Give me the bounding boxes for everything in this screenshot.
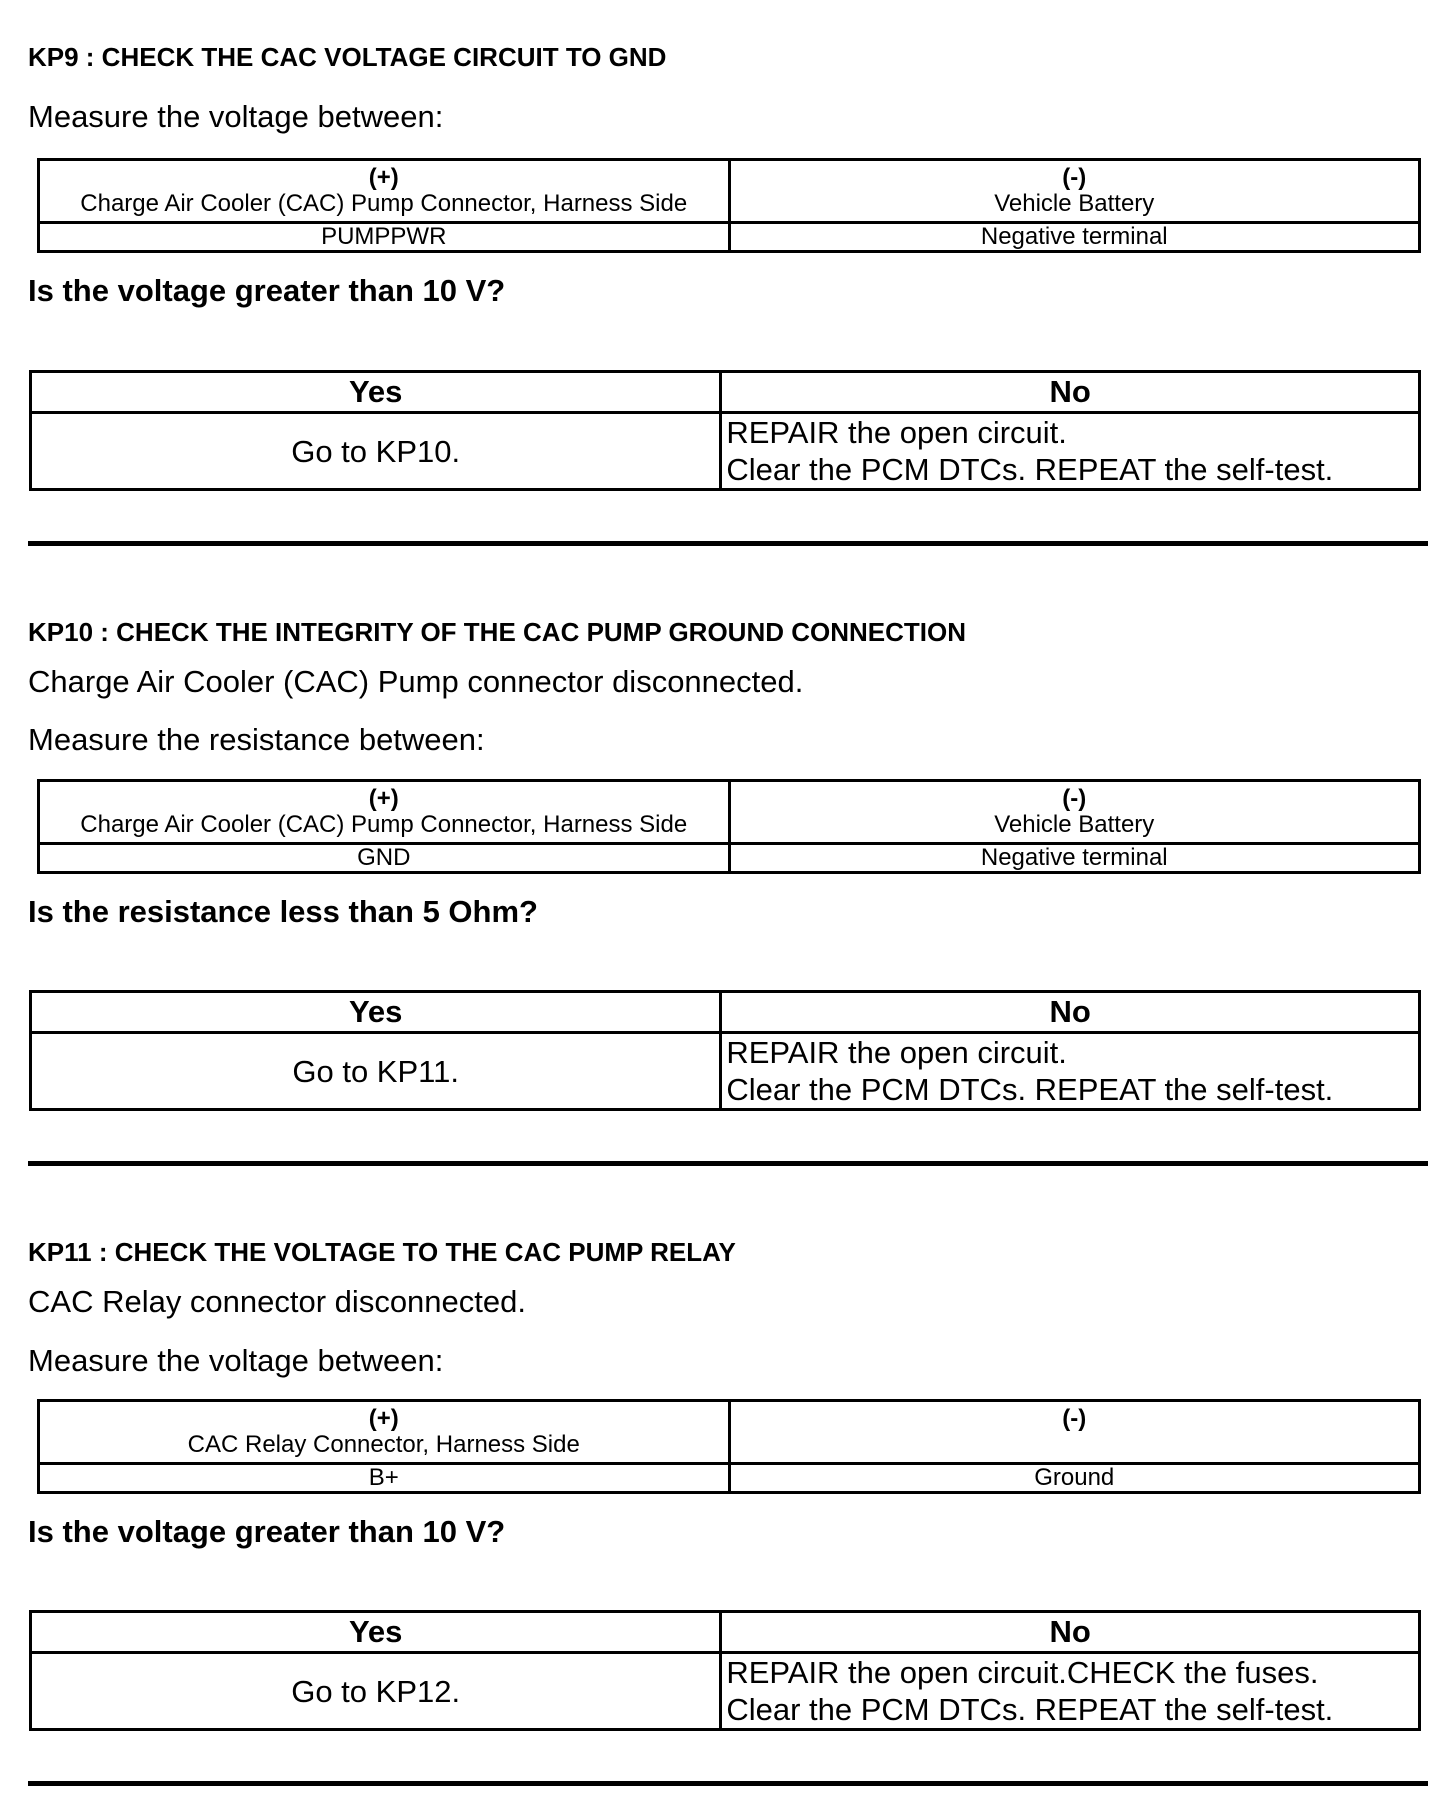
kp9-question-wrap — [28, 272, 1428, 309]
step-question: Is the voltage greater than 10 V? — [28, 1514, 506, 1549]
measure-intro: Measure the resistance between: — [28, 722, 485, 757]
no-action — [721, 413, 1420, 490]
no-action-line: Clear the PCM DTCs. REPEAT the self-test. — [726, 1692, 1334, 1728]
no-action-line: REPAIR the open circuit. — [726, 415, 1067, 450]
negative-sign: (-) — [1062, 1405, 1087, 1432]
negative-sign: (-) — [1062, 785, 1087, 812]
kp11-question-wrap — [28, 1513, 1428, 1550]
positive-probe-label: Charge Air Cooler (CAC) Pump Connector, Harness Side — [80, 190, 688, 218]
yes-header: Yes — [31, 992, 721, 1033]
yes-no-table — [29, 1610, 1421, 1731]
measure-intro: Measure the voltage between: — [28, 99, 444, 134]
kp9-heading-wrap — [28, 42, 1428, 73]
yes-action: Go to KP12. — [31, 1653, 721, 1730]
section-divider — [28, 1781, 1428, 1786]
kp11-condition-wrap — [28, 1283, 1428, 1320]
step-question: Is the voltage greater than 10 V? — [28, 273, 506, 308]
kp10-question-wrap — [28, 893, 1428, 930]
yes-header: Yes — [31, 372, 721, 413]
kp10-heading-wrap — [28, 617, 1428, 648]
kp10-intro-wrap — [28, 721, 1428, 758]
yes-no-table — [29, 990, 1421, 1111]
no-header: No — [721, 372, 1420, 413]
positive-probe-value: B+ — [39, 1464, 730, 1493]
measure-intro: Measure the voltage between: — [28, 1343, 444, 1378]
yes-action: Go to KP10. — [31, 413, 721, 490]
no-action-line: Clear the PCM DTCs. REPEAT the self-test. — [726, 452, 1334, 488]
negative-probe-value: Negative terminal — [729, 844, 1420, 873]
kp10-condition-wrap — [28, 663, 1428, 700]
negative-probe-label: Vehicle Battery — [994, 811, 1155, 839]
step-heading: KP10 : CHECK THE INTEGRITY OF THE CAC PUMP GROUND CONNECTION — [28, 617, 966, 647]
negative-probe-header — [729, 160, 1420, 223]
step-condition: Charge Air Cooler (CAC) Pump connector disconnected. — [28, 664, 804, 699]
positive-probe-label: Charge Air Cooler (CAC) Pump Connector, Harness Side — [80, 811, 688, 839]
step-heading: KP11 : CHECK THE VOLTAGE TO THE CAC PUMP RELAY — [28, 1237, 736, 1267]
yes-no-table — [29, 370, 1421, 491]
no-header: No — [721, 1612, 1420, 1653]
section-divider — [28, 1161, 1428, 1166]
positive-probe-header — [39, 1401, 730, 1464]
no-action-line: Clear the PCM DTCs. REPEAT the self-test. — [726, 1072, 1334, 1108]
positive-sign: (+) — [368, 785, 399, 812]
negative-probe-label: Vehicle Battery — [994, 190, 1155, 218]
positive-probe-header — [39, 781, 730, 844]
yes-header: Yes — [31, 1612, 721, 1653]
negative-probe-value: Negative terminal — [729, 223, 1420, 252]
kp11-intro-wrap — [28, 1342, 1428, 1379]
positive-probe-header — [39, 160, 730, 223]
no-action — [721, 1653, 1420, 1730]
positive-probe-value: GND — [39, 844, 730, 873]
positive-probe-label: CAC Relay Connector, Harness Side — [187, 1431, 580, 1459]
no-action — [721, 1033, 1420, 1110]
yes-action: Go to KP11. — [31, 1033, 721, 1110]
no-action-line: REPAIR the open circuit. — [726, 1035, 1067, 1070]
negative-probe-header — [729, 1401, 1420, 1464]
kp9-intro-wrap — [28, 98, 1428, 135]
step-question: Is the resistance less than 5 Ohm? — [28, 894, 538, 929]
step-heading: KP9 : CHECK THE CAC VOLTAGE CIRCUIT TO GND — [28, 42, 667, 72]
kp11-heading-wrap — [28, 1237, 1428, 1268]
negative-probe-value: Ground — [729, 1464, 1420, 1493]
positive-probe-value: PUMPPWR — [39, 223, 730, 252]
step-condition: CAC Relay connector disconnected. — [28, 1284, 526, 1319]
measurement-table — [37, 1399, 1421, 1494]
measurement-table — [37, 158, 1421, 253]
measurement-table — [37, 779, 1421, 874]
positive-sign: (+) — [368, 1405, 399, 1432]
negative-probe-header — [729, 781, 1420, 844]
section-divider — [28, 541, 1428, 546]
no-header: No — [721, 992, 1420, 1033]
positive-sign: (+) — [368, 164, 399, 191]
no-action-line: REPAIR the open circuit.CHECK the fuses. — [726, 1655, 1319, 1690]
negative-sign: (-) — [1062, 164, 1087, 191]
